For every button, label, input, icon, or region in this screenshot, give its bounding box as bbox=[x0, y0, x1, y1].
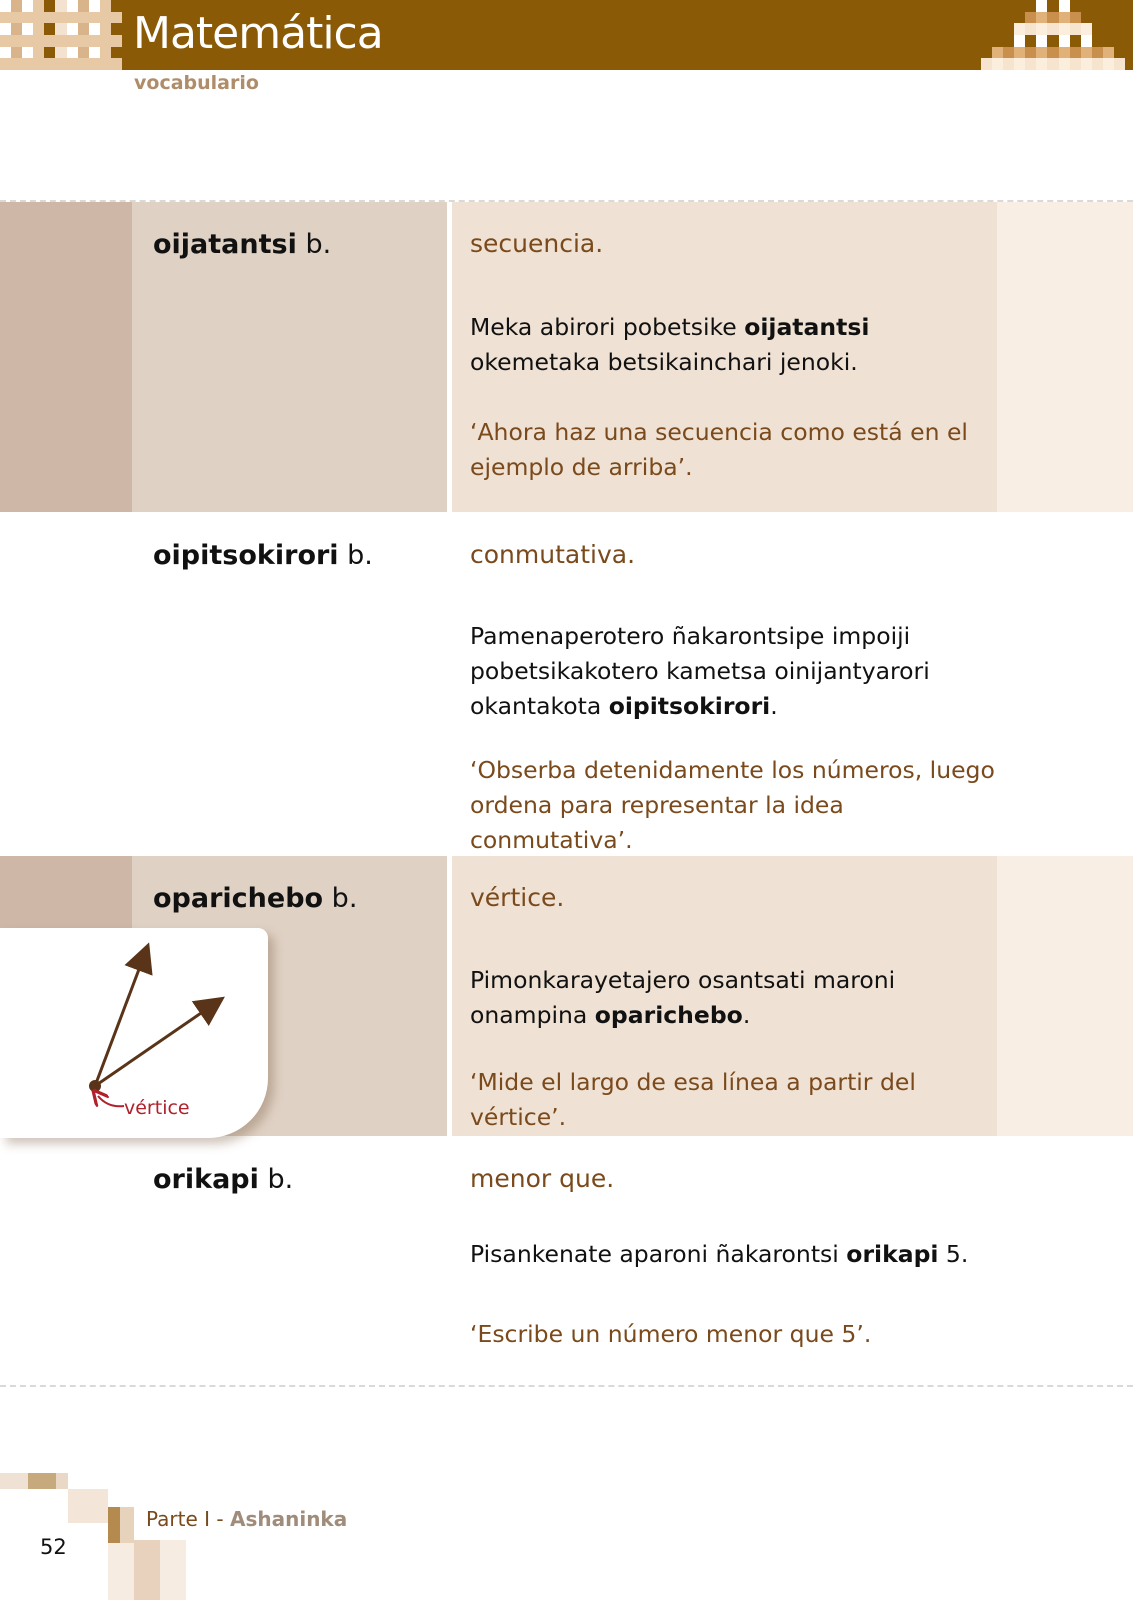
example-ashaninka: Meka abirori pobetsike oijatantsi okemetaka betsikainchari jenoki. bbox=[470, 313, 870, 376]
header-pattern-left bbox=[0, 0, 122, 70]
example-ashaninka: Pamenaperotero ñakarontsipe impoiji pobetsikakotero kametsa oinijantyarori okantakota oipitsokirori. bbox=[470, 622, 930, 720]
headword: oipitsokirori b. bbox=[153, 540, 373, 571]
page-subtitle: vocabulario bbox=[134, 72, 259, 94]
bottom-divider bbox=[0, 1385, 1133, 1387]
angle-ray-upper bbox=[95, 948, 147, 1086]
example-ashaninka: Pisankenate aparoni ñakarontsi orikapi 5. bbox=[470, 1240, 969, 1268]
vertex-point bbox=[89, 1080, 101, 1092]
angle-ray-lower bbox=[95, 1000, 220, 1086]
header-pattern-right bbox=[970, 0, 1125, 70]
definition: vértice. bbox=[470, 883, 565, 912]
example-spanish: ‘Mide el largo de esa línea a partir del vértice’. bbox=[470, 1068, 916, 1131]
example-spanish: ‘Escribe un número menor que 5’. bbox=[470, 1320, 872, 1348]
example-spanish: ‘Ahora haz una secuencia como está en el ejemplo de arriba’. bbox=[470, 418, 968, 481]
page-number: 52 bbox=[40, 1535, 67, 1559]
definition: menor que. bbox=[470, 1164, 615, 1193]
page-title: Matemática bbox=[133, 8, 383, 59]
vertex-pointer-arrow bbox=[98, 1096, 124, 1106]
headword: oijatantsi b. bbox=[153, 229, 332, 260]
vertex-label: vértice bbox=[124, 1097, 190, 1119]
definition: conmutativa. bbox=[470, 540, 636, 569]
headword: orikapi b. bbox=[153, 1164, 294, 1195]
example-spanish: ‘Obserba detenidamente los números, luego ordena para representar la idea conmutativa’. bbox=[470, 756, 995, 854]
headword: oparichebo b. bbox=[153, 883, 358, 914]
footer-part-label: Parte I - Ashaninka bbox=[146, 1507, 348, 1531]
example-ashaninka: Pimonkarayetajero osantsati maroni onampina oparichebo. bbox=[470, 966, 896, 1029]
definition: secuencia. bbox=[470, 229, 604, 258]
